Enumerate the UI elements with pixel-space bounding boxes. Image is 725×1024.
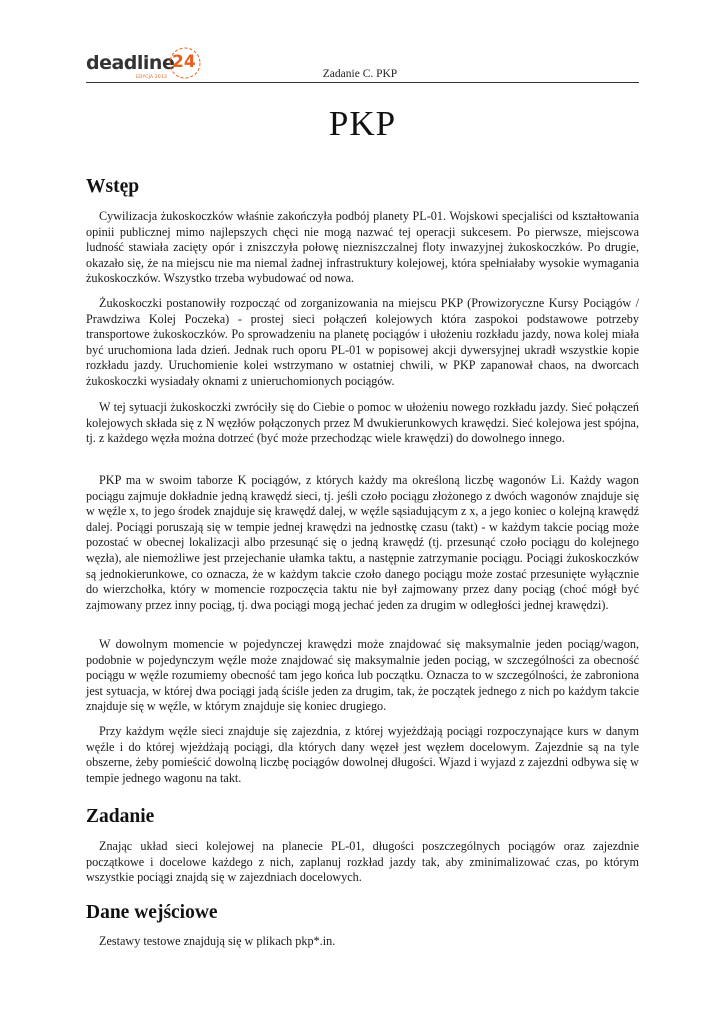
paragraph: Znając układ sieci kolejowej na planecie PL-01, długości poszczególnych pociągów oraz zajezdnie początkowe i docelowe każdego z nich, zaplanuj rozkład jazdy tak, aby zminimalizować czas, po którym wszystkie pociągi znajdą się w zajezdniach docelowych. [86, 839, 639, 885]
logo-wordmark: deadline [86, 52, 175, 74]
section-heading-zadanie: Zadanie [86, 806, 155, 827]
deadline24-logo [86, 46, 206, 82]
paragraph: PKP ma w swoim taborze K pociągów, z których każdy ma określoną liczbę wagonów Li. Każdy wagon pociągu zajmuje dokładnie jedną krawędź sieci, tj. jeśli czoło pociągu złożonego z dwóch wagonów znajduje się w węźle x, to jego środek znajduje się krawędź dalej, w węźle sąsiadującym z x, a jego koniec o kolejną krawędź dalej. Pociągi poruszają się w tempie jednej krawędzi na jednostkę czasu (takt) - w każdym takcie pociąg może pozostać w obecnej lokalizacji albo przesunąć się o jedną krawędź (tj. przesunąć czoło pociągu do kolejnego węzła), ale niemożliwe jest przejechanie ułamka taktu, a następnie zatrzymanie pociągu. Pociągi żukoskoczków są jednokierunkowe, co oznacza, że w każdym takcie czoło danego pociągu może zostać przesunięte wyłącznie do wierzchołka, który w momencie rozpoczęcia taktu nie był zajmowany przez dany pociąg (choć mógł być zajmowany przez inny pociąg, tj. dwa pociągi mogą jechać jeden za drugim w odległości jednej krawędzi). [86, 473, 639, 612]
paragraph: W dowolnym momencie w pojedynczej krawędzi może znajdować się maksymalnie jeden pociąg/wagon, podobnie w pojedynczym węźle może znajdować się maksymalnie jeden pociąg, w szczególności za obecność pociągu w węźle rozumiemy obecność tam jego końca lub początku. Oznacza to w szczególności, że zabroniona jest sytuacja, w której dwa pociągi jadą ściśle jeden za drugim, tak, że początek jednego z nich po każdym takcie znajduje się w węźle, w którym znajduje się koniec drugiego. [86, 637, 639, 714]
logo-number: 24 [172, 52, 196, 72]
running-header: Zadanie C. PKP [322, 68, 398, 80]
paragraph: Cywilizacja żukoskoczków właśnie zakończyła podbój planety PL-01. Wojskowi specjaliści od kształtowania opinii publicznej mimo najlepszych chęci nie mogą nazwać tej operacji sukcesem. Po pierwsze, miejscowa ludność stawiała zacięty opór i zniszczyła połowę niezniszczalnej floty inwazyjnej żukoskoczków. Po drugie, okazało się, że na miejscu nie ma niemal żadnej infrastruktury kolejowej, która spełniałaby wysokie wymagania żukoskoczków. Wszystko trzeba wybudować od nowa. [86, 209, 639, 286]
paragraph: Zestawy testowe znajdują się w plikach pkp*.in. [99, 934, 336, 948]
paragraph: W tej sytuacji żukoskoczki zwróciły się do Ciebie o pomoc w ułożeniu nowego rozkładu jazdy. Sieć połączeń kolejowych składa się z N węzłów połączonych przez M dwukierunkowych krawędzi. Sieć kolejowa jest spójna, tj. z każdego węzła można dotrzeć (być może przechodząc wiele krawędzi) do dowolnego innego. [86, 400, 639, 446]
section-heading-wstep: Wstęp [86, 176, 140, 197]
paragraph: Przy każdym węźle sieci znajduje się zajezdnia, z której wyjeżdżają pociągi rozpoczynające kurs w danym węźle i do której wjeżdżają pociągi, dla których dany węzeł jest węzłem docelowym. Zajezdnie są na tyle obszerne, żeby pomieścić dowolną liczbę pociągów dowolnej długości. Wjazd i wyjazd z zajezdni odbywa się w tempie jednego wagonu na takt. [86, 724, 639, 785]
logo-edition: EDYCJA 2013 [136, 75, 168, 80]
paragraph: Żukoskoczki postanowiły rozpocząć od zorganizowania na miejscu PKP (Prowizoryczne Kursy Pociągów / Prawdziwa Kolej Poczeka) - prostej sieci połączeń kolejowych która zaspokoi podstawowe potrzeby transportowe żukoskoczków. Po sprowadzeniu na planetę pociągów i ułożeniu rozkładu jazdy, nowa kolej miała być uruchomiona lada dzień. Jednak ruch oporu PL-01 w popisowej akcji dywersyjnej ukradł wszystkie kopie rozkładu jazdy. Uruchomienie kolei wstrzymano w ostatniej chwili, w PKP zapanował chaos, na dworcach żukoskoczki wysiadały oknami z unieruchomionych pociągów. [86, 296, 639, 388]
section-heading-dane-wejsciowe: Dane wejściowe [86, 902, 218, 923]
document-title: PKP [328, 104, 397, 143]
header-divider [86, 82, 639, 83]
